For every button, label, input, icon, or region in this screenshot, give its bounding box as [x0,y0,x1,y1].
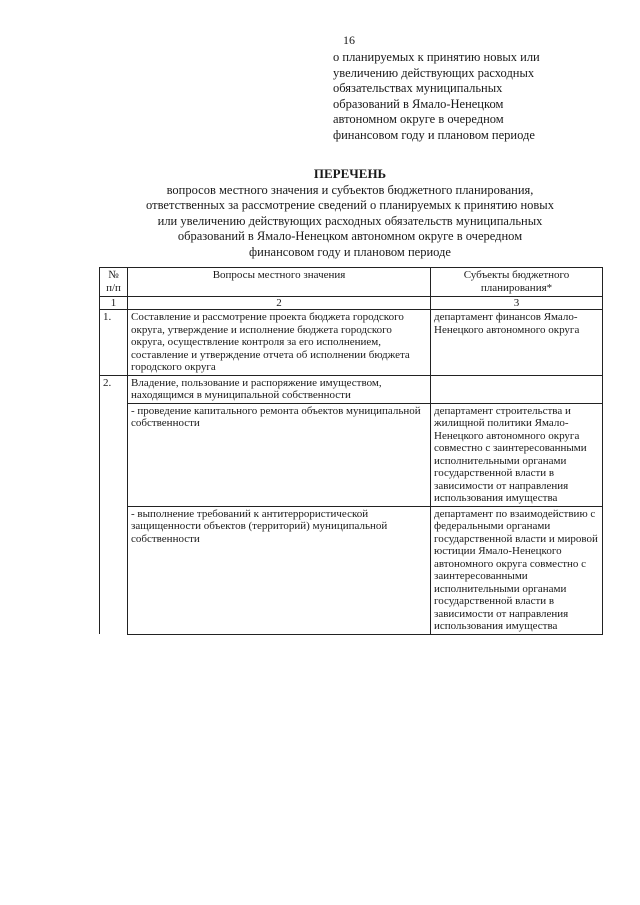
title-line: образований в Ямало-Ненецком автономном округе в очередном [177,229,523,243]
title-line: ответственных за рассмотрение сведений о планируемых к принятию новых [146,198,554,212]
header-num: № п/п [100,268,128,297]
table-row [100,375,603,403]
row-subject: департамент финансов Ямало-Ненецкого автономного округа [431,310,603,376]
column-number: 2 [128,297,431,310]
page-number: 16 [343,33,355,47]
table-header-row [100,268,603,297]
header-questions: Вопросы местного значения [128,268,431,297]
subrow-subject: департамент строительства и жилищной политики Ямало-Ненецкого автономного округа совместно с заинтересованными исполнительными органами государственной власти в зависимости от направления использования имущества [431,403,603,506]
annex-caption-line: увеличению действующих расходных [333,65,535,80]
annex-caption [333,50,593,143]
header-subjects: Субъекты бюджетного планирования* [431,268,603,297]
annex-caption-line: автономном округе в очередном [333,112,504,126]
column-number: 3 [431,297,603,310]
table-subrow [100,403,603,506]
title-line: вопросов местного значения и субъектов бюджетного планирования, [166,182,534,197]
row-question: Владение, пользование и распоряжение имуществом, находящимся в муниципальной собственности [128,375,431,403]
subrow-question: - проведение капитального ремонта объектов муниципальной собственности [128,403,431,506]
annex-caption-line: образований в Ямало-Ненецком [333,96,504,111]
title-line: или увеличению действующих расходных обязательств муниципальных [157,213,543,228]
row-num: 1. [100,310,128,376]
perechen-table [99,267,603,635]
row-subject [431,375,603,403]
subrow-question: - выполнение требований к антитеррористической защищенности объектов (территорий) муниципальной собственности [128,506,431,634]
row-question: Составление и рассмотрение проекта бюджета городского округа, утверждение и исполнение бюджета городского округа, осуществление контроля за его исполнением, составление и утверждение отчета об исполнении бюджета городского округа [128,310,431,376]
annex-caption-line: обязательствах муниципальных [333,81,503,95]
title-heading: ПЕРЕЧЕНЬ [313,166,387,181]
subrow-subject: департамент по взаимодействию с федеральными органами государственной власти и мировой юстиции Ямало-Ненецкого автономного округа совместно с заинтересованными исполнительными органами государственной власти в зависимости от направления использования имущества [431,506,603,634]
column-number: 1 [100,297,128,310]
column-number-row [100,297,603,310]
annex-caption-line: финансовом году и плановом периоде [333,127,535,142]
row-num: 2. [100,375,128,634]
table-subrow [100,506,603,634]
table-row [100,310,603,376]
title-line: финансовом году и плановом периоде [249,244,451,259]
document-title [100,166,600,260]
annex-caption-line: о планируемых к принятию новых или [333,50,540,64]
